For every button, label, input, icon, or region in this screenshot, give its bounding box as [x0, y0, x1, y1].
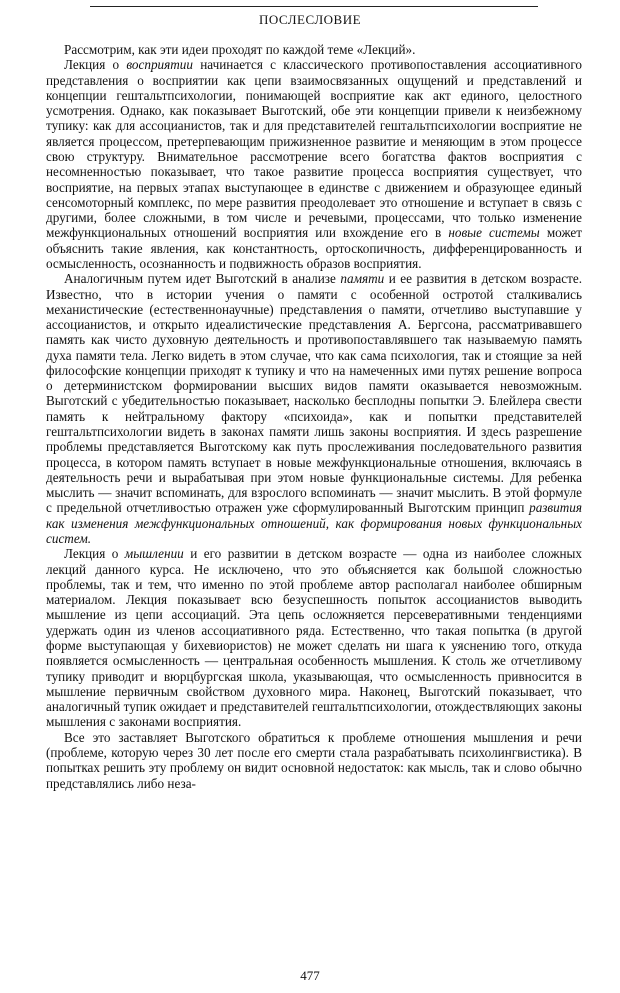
- text-run: и его развитии в детском возрасте — одна из наиболее сложных лекций данного курса. Не исключено, что это объясняется как большой сложностью проблемы, так и тем, что именно по этой проблеме автор располагал наиболее обширным материалом. Лекция показывает всю безуспешность попыток ассоцианистов выводить мышление из цепи ассоциаций. Эта цепь осложняется персеверативными тенденциями удержать один из членов ассоциативного ряда. Естественно, что такая попытка (в другой форме выступающая у бихевиористов) не может сделать ни шага к уяснению того, откуда появляется осмысленность — центральная особенность мышления. К столь же отчетливому тупику приводит и вюрцбургская школа, указывающая, что осмысленность привносится в мышление первичным свойством духовного мира. Наконец, Выготский показывает, что аналогичный тупик ожидает и представителей гештальтпсихологии, отождествляющих законы мышления с законами восприятия.: [46, 546, 582, 730]
- text-run: Лекция о: [64, 546, 125, 562]
- body-text: [46, 42, 582, 791]
- text-run: может объяснить такие явления, как константность, ортоскопичность, дифференцированность и осмысленность, осознанность и подвижность образов восприятия.: [46, 225, 583, 271]
- text-run: Все это заставляет Выготского обратиться к проблеме отношения мышления и речи (проблеме, которую через 30 лет после его смерти стала разрабатывать психолингвистика). В попытках решить эту проблему он видит основной недостаток: как мысль, так и слово обычно представлялись либо неза-: [46, 729, 582, 791]
- paragraph-memory: [46, 271, 582, 546]
- italic-run: восприятии: [126, 57, 193, 73]
- header-rule: [90, 6, 538, 7]
- paragraph-speech: [46, 730, 582, 791]
- text-run: Аналогичным путем идет Выготский в анализе: [64, 271, 341, 287]
- italic-run: развития как изменения межфункциональных отношений, как формирования новых функциональных систем.: [46, 500, 582, 546]
- running-header: ПОСЛЕСЛОВИЕ: [258, 12, 362, 27]
- italic-run: новые системы: [448, 225, 540, 241]
- paragraph-intro: [46, 42, 582, 57]
- italic-run: мышлении: [124, 546, 184, 562]
- italic-run: памяти: [340, 271, 385, 287]
- text-run: начинается с классического противопоставления ассоциативного представления о восприятии как цепи взаимосвязанных ощущений и представлений и концепции гештальтпсихологии, понимающей восприятие как акт единого, целостного усмотрения. Однако, как показывает Выготский, обе эти концепции привели к неизбежному тупику: как для ассоцианистов, так и для представителей гештальтпсихологии восприятие не является процессом, претерпевающим прижизненное развитие и меняющим в этом процессе свою структуру. Внимательное рассмотрение всего богатства фактов восприятия с несомненностью показывает, что такое развитие процесса восприятия существует, что восприятие, на первых этапах выступающее в единстве с движением и образующее единый сенсомоторный комплекс, по мере развития преодолевает это отношение и вступает в связь с другими, более сложными, в том числе и речевыми, процессами, что только изменение межфункциональных отношений восприятия или вхождение его в: [46, 57, 582, 241]
- paragraph-perception: [46, 57, 582, 271]
- text-run: Рассмотрим, как эти идеи проходят по каждой теме «Лекций».: [64, 42, 416, 57]
- text-run: Лекция о: [64, 57, 127, 73]
- text-run: и ее развития в детском возрасте. Известно, что в истории учения о памяти с особенной остротой сталкивались механистические (естественнонаучные) представления о памяти, отчетливо выступавшие у ассоцианистов, и открыто идеалистические представления А. Бергсона, рассматривавшего память как чисто духовную деятельность и противопоставлявшего так называемую память духа памяти тела. Легко видеть в этом случае, что как сама психология, так и стоящие за ней философские концепции приходят к тупику и что на намеченных ими путях решение вопроса о детерминистском формировании высших видов памяти оказывается невозможным. Выготский с убедительностью показывает, насколько бесплодны попытки Э. Блейлера свести память к нейтральному фактору «психоида», как и попытки представителей гештальтпсихологии видеть в законах памяти лишь законы восприятия. И здесь разрешение проблемы представляется Выготскому как путь прослеживания последовательного развития процесса, в котором память вступает в новые межфункциональные отношения, включаясь в деятельность речи и вырабатывая при этом новые функциональные системы. Для ребенка мыслить — значит вспоминать, для взрослого вспоминать — значит мыслить. В этой формуле с предельной отчетливостью отражен уже сформулированный Выготским принцип: [46, 271, 582, 516]
- paragraph-thinking: [46, 546, 582, 729]
- page-number: 477: [300, 968, 320, 983]
